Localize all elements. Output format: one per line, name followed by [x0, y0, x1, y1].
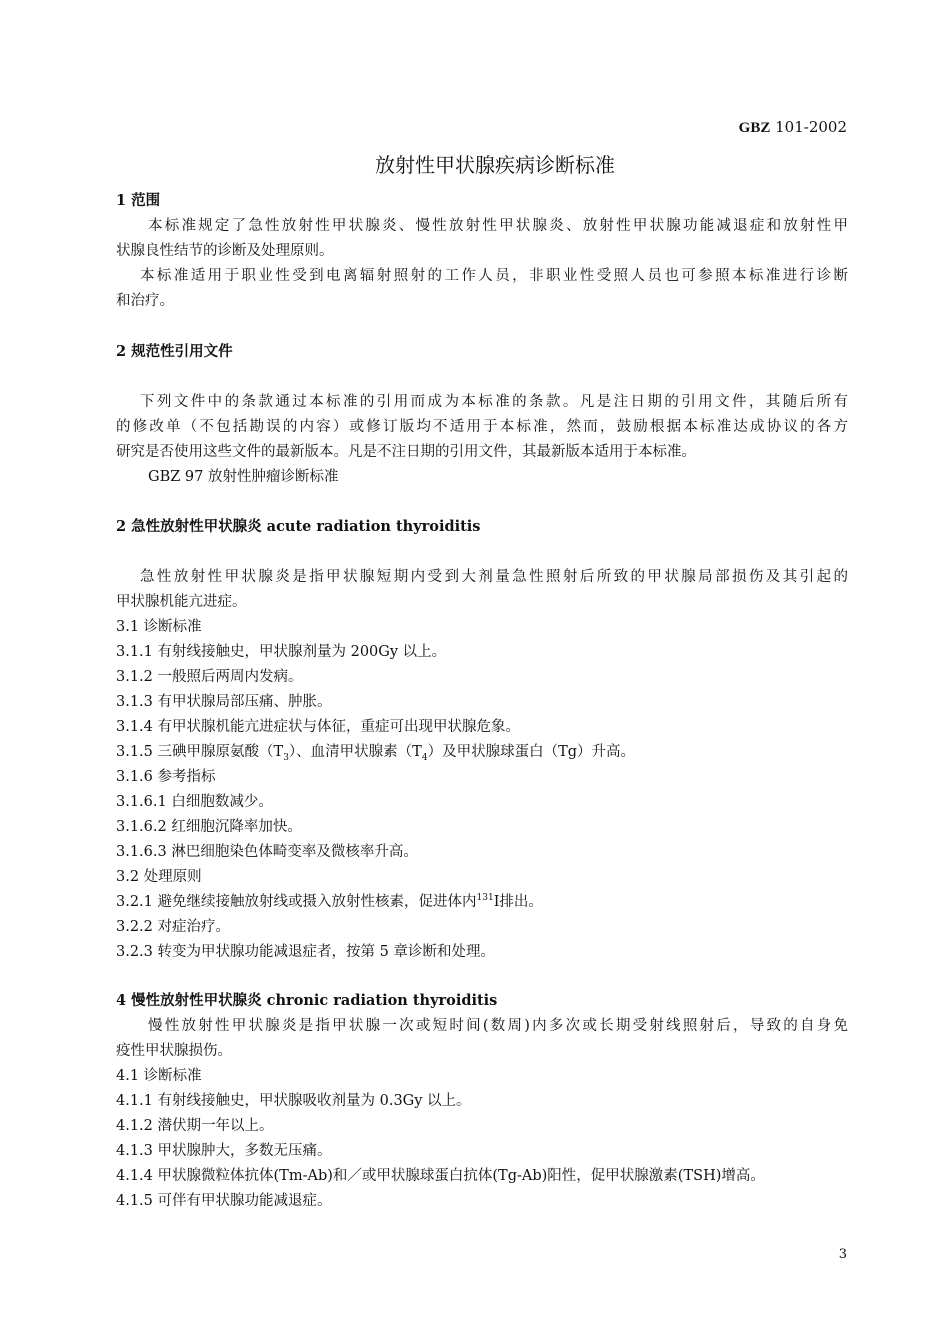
standard-code — [739, 117, 847, 138]
s1-paragraph-2-line-1: 本标准适用于职业性受到电离辐射照射的工作人员，非职业性受照人员也可参照本标准进行诊断 — [140, 268, 848, 284]
t3-subscript: 3 — [283, 752, 289, 763]
s4-paragraph-line-1: 慢性放射性甲状腺炎是指甲状腺一次或短时间(数周)内多次或长期受射线照射后，导致的自身免 — [148, 1018, 848, 1034]
section-4-heading: 4 慢性放射性甲状腺炎 chronic radiation thyroiditis — [116, 992, 498, 1009]
clause-3-1-5-part-b: ）、血清甲状腺素（T — [288, 744, 422, 760]
clause-3-1-6-2: 3.1.6.2 红细胞沉降率加快。 — [116, 819, 302, 835]
standard-code-prefix: GBZ — [738, 120, 771, 136]
normative-reference-item: GBZ 97 放射性肿瘤诊断标准 — [148, 469, 339, 485]
clause-3-1-1: 3.1.1 有射线接触史，甲状腺剂量为 200Gy 以上。 — [116, 644, 447, 660]
clause-3-2-1 — [116, 892, 543, 912]
s2-paragraph-line-1: 下列文件中的条款通过本标准的引用而成为本标准的条款。凡是注日期的引用文件，其随后所有 — [140, 394, 848, 410]
clause-3-1-6: 3.1.6 参考指标 — [116, 769, 216, 785]
s2-paragraph-line-2: 的修改单（不包括勘误的内容）或修订版均不适用于本标准，然而，鼓励根据本标准达成协议的各方 — [116, 419, 848, 435]
clause-3-1-3: 3.1.3 有甲状腺局部压痛、肿胀。 — [116, 694, 332, 710]
clause-3-1-5-part-a: 3.1.5 三碘甲腺原氨酸（T — [116, 744, 284, 760]
section-2-heading: 2 规范性引用文件 — [116, 343, 233, 360]
clause-3-2-2: 3.2.2 对症治疗。 — [116, 919, 231, 935]
clause-4-1-2: 4.1.2 潜伏期一年以上。 — [116, 1118, 274, 1134]
clause-4-1-1: 4.1.1 有射线接触史，甲状腺吸收剂量为 0.3Gy 以上。 — [116, 1093, 471, 1109]
standard-code-number: 101-2002 — [770, 118, 847, 136]
iodine-isotope-superscript: 131 — [476, 893, 494, 904]
page-number: 3 — [838, 1247, 847, 1262]
clause-3-1-5 — [116, 742, 635, 762]
document-title: 放射性甲状腺疾病诊断标准 — [375, 153, 615, 177]
clause-3-1-4: 3.1.4 有甲状腺机能亢进症状与体征，重症可出现甲状腺危象。 — [116, 719, 521, 735]
section-3-heading: 2 急性放射性甲状腺炎 acute radiation thyroiditis — [116, 518, 481, 535]
clause-3-1-6-1: 3.1.6.1 白细胞数减少。 — [116, 794, 273, 810]
clause-3-1: 3.1 诊断标准 — [116, 619, 202, 635]
clause-3-1-6-3: 3.1.6.3 淋巴细胞染色体畸变率及微核率升高。 — [116, 844, 418, 860]
s1-paragraph-2-line-2: 和治疗。 — [116, 293, 174, 309]
s1-paragraph-1-line-1: 本标准规定了急性放射性甲状腺炎、慢性放射性甲状腺炎、放射性甲状腺功能减退症和放射性甲 — [148, 218, 848, 234]
clause-3-2-1-part-b: I排出。 — [493, 894, 543, 910]
clause-4-1-3: 4.1.3 甲状腺肿大，多数无压痛。 — [116, 1143, 332, 1159]
s3-paragraph-line-1: 急性放射性甲状腺炎是指甲状腺短期内受到大剂量急性照射后所致的甲状腺局部损伤及其引起的 — [140, 569, 848, 585]
clause-3-2: 3.2 处理原则 — [116, 869, 202, 885]
s3-paragraph-line-2: 甲状腺机能亢进症。 — [116, 594, 247, 610]
s1-paragraph-1-line-2: 状腺良性结节的诊断及处理原则。 — [116, 243, 334, 259]
clause-3-1-2: 3.1.2 一般照后两周内发病。 — [116, 669, 303, 685]
clause-4-1: 4.1 诊断标准 — [116, 1068, 202, 1084]
t4-subscript: 4 — [421, 752, 428, 763]
clause-3-2-3: 3.2.3 转变为甲状腺功能减退症者，按第 5 章诊断和处理。 — [116, 944, 495, 960]
clause-3-1-5-part-c: ）及甲状腺球蛋白（Tg）升高。 — [427, 744, 636, 760]
clause-3-2-1-part-a: 3.2.1 避免继续接触放射线或摄入放射性核素，促进体内 — [116, 894, 477, 910]
section-1-heading: 1 范围 — [116, 192, 161, 209]
clause-4-1-5: 4.1.5 可伴有甲状腺功能减退症。 — [116, 1193, 332, 1209]
clause-4-1-4: 4.1.4 甲状腺微粒体抗体(Tm-Ab)和／或甲状腺球蛋白抗体(Tg-Ab)阳性，促甲状腺激素(TSH)增高。 — [116, 1168, 765, 1184]
s2-paragraph-line-3: 研究是否使用这些文件的最新版本。凡是不注日期的引用文件，其最新版本适用于本标准。 — [116, 444, 696, 460]
s4-paragraph-line-2: 疫性甲状腺损伤。 — [116, 1043, 232, 1059]
